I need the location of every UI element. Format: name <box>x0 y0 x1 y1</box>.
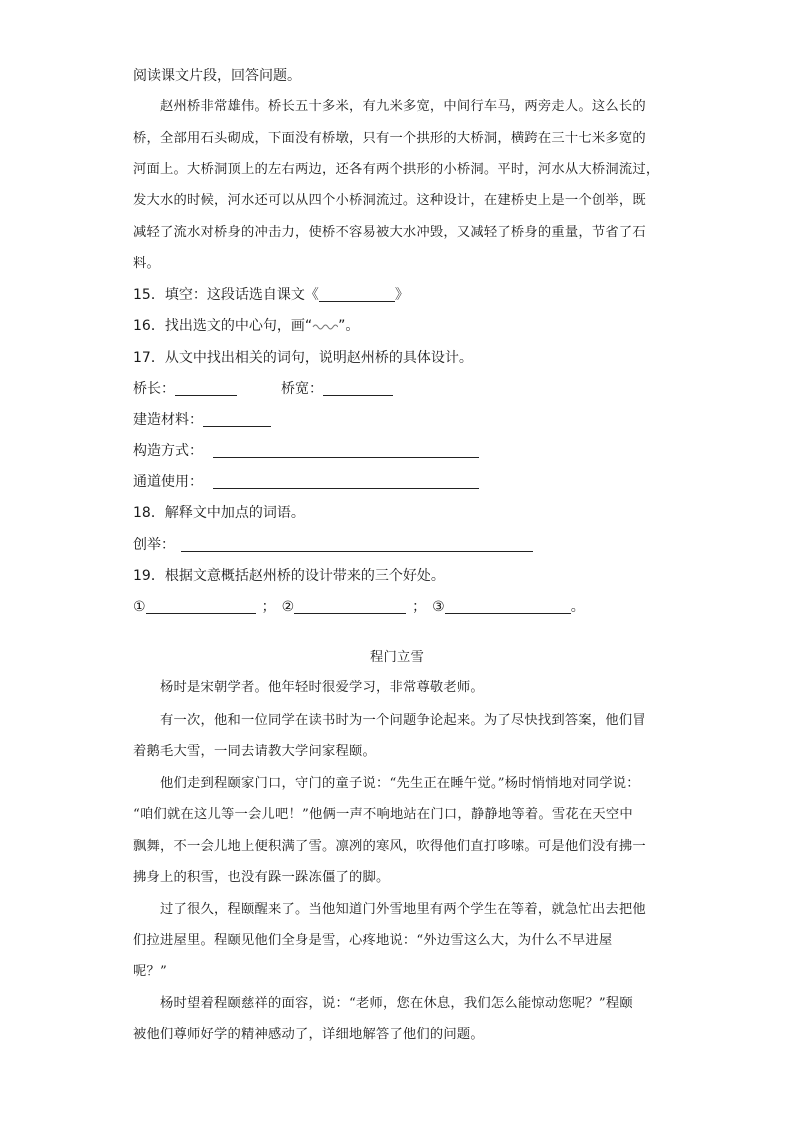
term-label: 创举： <box>133 537 175 553</box>
passage-line: 河面上。大桥洞顶上的左右两边，还各有两个拱形的小桥洞。平时，河水从大桥洞流过， <box>133 162 660 177</box>
story-line: 飘舞，不一会儿地上便积满了雪。凛冽的寒风，吹得他们直打哆嗦。可是他们没有拂一 <box>133 839 646 854</box>
benefit-end: 。 <box>570 599 585 615</box>
bridge-length-row <box>133 379 237 399</box>
question-15-close: 》 <box>394 287 409 303</box>
benefit-mark-3: ③ <box>432 599 445 615</box>
story-title: 程门立雪 <box>370 650 424 665</box>
passage-use-blank[interactable] <box>213 473 479 489</box>
bridge-width-blank[interactable] <box>323 380 393 396</box>
bridge-width-label: 桥宽： <box>281 381 323 397</box>
answer-blank-title[interactable] <box>319 286 395 302</box>
question-18: 18．解释文中加点的词语。 <box>133 505 305 521</box>
material-row <box>133 410 271 430</box>
passage-line: 桥，全部用石头砌成，下面没有桥墩，只有一个拱形的大桥洞，横跨在三十七米多宽的 <box>133 131 646 146</box>
passage-use-row <box>133 472 479 492</box>
story-line: 他们走到程颐家门口，守门的童子说：“先生正在睡午觉。”杨时悄悄地对同学说： <box>160 776 640 791</box>
benefit-blank-3[interactable] <box>445 598 571 614</box>
passage-line: 赵州桥非常雄伟。桥长五十多米，有九米多宽，中间行车马，两旁走人。这么长的 <box>160 99 646 114</box>
structure-row <box>133 441 479 461</box>
story-line: 着鹅毛大雪，一同去请教大学问家程颐。 <box>133 744 376 759</box>
wavy-underline-icon <box>312 321 338 331</box>
term-row <box>133 535 533 555</box>
benefit-separator: ； <box>412 599 427 615</box>
passage-use-label: 通道使用： <box>133 474 203 490</box>
question-19: 19．根据文意概括赵州桥的设计带来的三个好处。 <box>133 568 445 584</box>
material-label: 建造材料： <box>133 412 203 428</box>
bridge-length-blank[interactable] <box>175 380 237 396</box>
story-line: 杨时望着程颐慈祥的面容，说：“老师，您在休息，我们怎么能惊动您呢？”程颐 <box>160 996 633 1011</box>
story-line: 有一次，他和一位同学在读书时为一个问题争论起来。为了尽快找到答案，他们冒 <box>160 713 646 728</box>
term-blank[interactable] <box>181 536 533 552</box>
benefits-row <box>133 597 585 617</box>
story-line: 过了很久，程颐醒来了。当他知道门外雪地里有两个学生在等着，就急忙出去把他 <box>160 902 646 917</box>
benefit-blank-2[interactable] <box>294 598 406 614</box>
structure-label: 构造方式： <box>133 443 203 459</box>
story-line: 拂身上的积雪，也没有跺一跺冻僵了的脚。 <box>133 870 390 885</box>
benefit-blank-1[interactable] <box>146 598 256 614</box>
benefit-mark-1: ① <box>133 599 146 615</box>
story-line: 呢？” <box>133 964 167 979</box>
instruction: 阅读课文片段，回答问题。 <box>133 68 301 84</box>
passage-line: 发大水的时候，河水还可以从四个小桥洞流过。这种设计，在建桥史上是一个创举，既 <box>133 193 646 208</box>
structure-blank[interactable] <box>213 442 479 458</box>
benefit-separator: ； <box>261 599 276 615</box>
bridge-width-row <box>281 379 393 399</box>
story-line: “咱们就在这儿等一会儿吧！”他俩一声不响地站在门口，静静地等着。雪花在天空中 <box>133 807 633 822</box>
story-line: 被他们尊师好学的精神感动了，详细地解答了他们的问题。 <box>133 1027 484 1042</box>
question-16 <box>133 316 359 336</box>
story-line: 杨时是宋朝学者。他年轻时很爱学习，非常尊敬老师。 <box>160 680 484 695</box>
question-17: 17．从文中找出相关的词句，说明赵州桥的具体设计。 <box>133 350 473 366</box>
bridge-length-label: 桥长： <box>133 381 175 397</box>
question-16-after: ”。 <box>338 318 360 334</box>
question-15 <box>133 285 409 305</box>
benefit-mark-2: ② <box>281 599 295 615</box>
question-16-before: 16．找出选文的中心句，画“ <box>133 318 313 334</box>
passage-line: 料。 <box>133 256 160 271</box>
passage-line: 减轻了流水对桥身的冲击力，使桥不容易被大水冲毁，又减轻了桥身的重量，节省了石 <box>133 225 646 240</box>
question-15-text: 15．填空：这段话选自课文《 <box>133 287 319 303</box>
story-line: 们拉进屋里。程颐见他们全身是雪，心疼地说：“外边雪这么大，为什么不早进屋 <box>133 933 613 948</box>
material-blank[interactable] <box>203 411 271 427</box>
